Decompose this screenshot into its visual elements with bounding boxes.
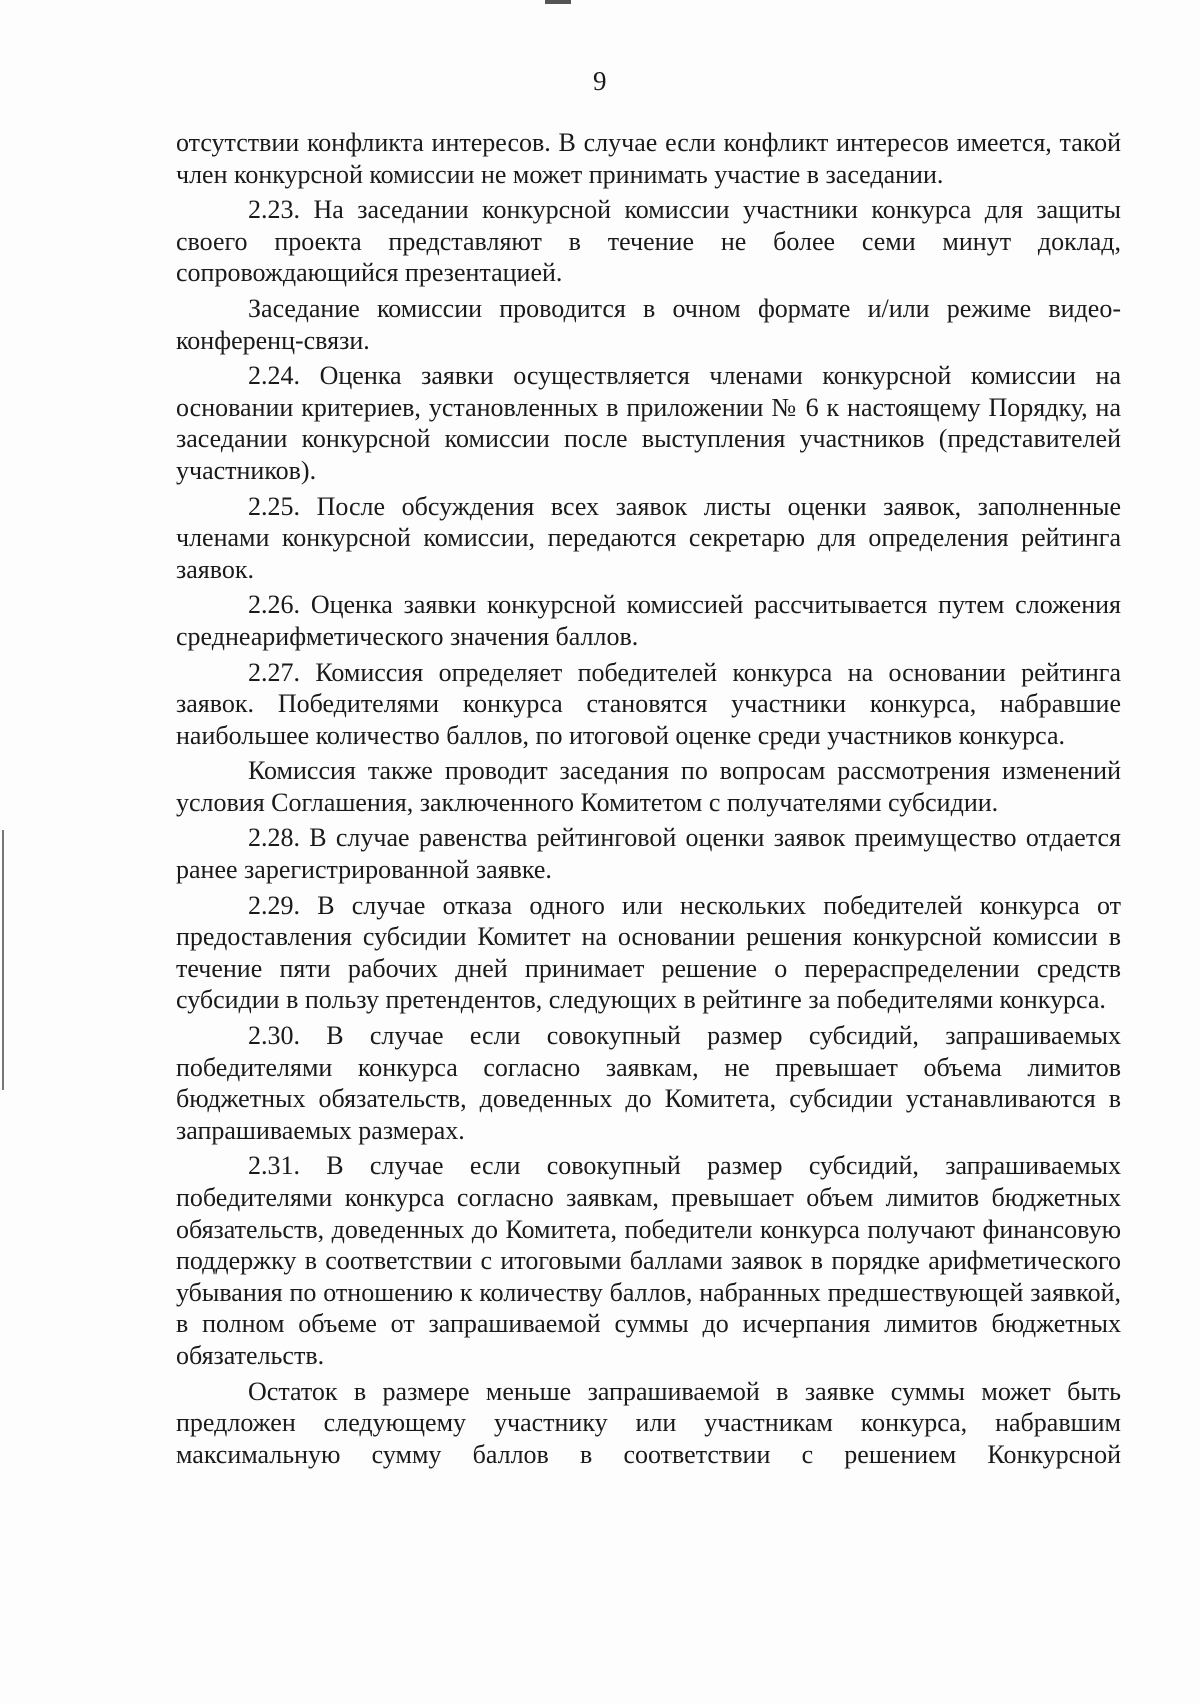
paragraph-2-29: 2.29. В случае отказа одного или нескольких победителей конкурса от предоставления субсидии Комитет на основании решения конкурсной комиссии в течение пяти рабочих дней принимает решение о перераспределении средств субсидии в пользу претендентов, следующих в рейтинге за победителями конкурса. [176, 890, 1121, 1015]
paragraph-2-24: 2.24. Оценка заявки осуществляется членами конкурсной комиссии на основании критериев, установленных в приложении № 6 к настоящему Порядку, на заседании конкурсной комиссии после выступления участников (представителей участников). [176, 361, 1121, 485]
paragraph-commission-changes: Комиссия также проводит заседания по вопросам рассмотрения изменений условия Соглашения, заключенного Комитетом с получателями субсидии. [176, 756, 1121, 817]
paragraph-2-30: 2.30. В случае если совокупный размер субсидий, запрашиваемых победителями конкурса согласно заявкам, не превышает объема лимитов бюджетных обязательств, доведенных до Комитета, субсидии устанавливаются в запрашиваемых размерах. [176, 1021, 1121, 1145]
paragraph-2-25: 2.25. После обсуждения всех заявок листы оценки заявок, заполненные членами конкурсной комиссии, передаются секретарю для определения рейтинга заявок. [176, 491, 1121, 584]
paragraph-2-26: 2.26. Оценка заявки конкурсной комиссией рассчитывается путем сложения среднеарифметического значения баллов. [176, 590, 1121, 651]
scan-artifact-left [2, 830, 4, 1090]
document-body [176, 127, 1121, 1474]
paragraph-meeting-format: Заседание комиссии проводится в очном формате и/или режиме видео-конференц-связи. [176, 293, 1121, 355]
paragraph-2-31: 2.31. В случае если совокупный размер субсидий, запрашиваемых победителями конкурса согласно заявкам, превышает объем лимитов бюджетных обязательств, доведенных до Комитета, победители конкурса получают финансовую поддержку в соответствии с итоговыми баллами заявок в порядке арифметического убывания по отношению к количеству баллов, набранных предшествующей заявкой, в полном объеме от запрашиваемой суммы до исчерпания лимитов бюджетных обязательств. [176, 1151, 1121, 1370]
paragraph-2-23: 2.23. На заседании конкурсной комиссии участники конкурса для защиты своего проекта представляют в течение не более семи минут доклад, сопровождающийся презентацией. [176, 195, 1121, 288]
paragraph-continuation: отсутствии конфликта интересов. В случае если конфликт интересов имеется, такой член конкурсной комиссии не может принимать участие в заседании. [176, 128, 1121, 189]
paragraph-2-28: 2.28. В случае равенства рейтинговой оценки заявок преимущество отдается ранее зарегистрированной заявке. [176, 823, 1121, 885]
page-number: 9 [593, 66, 607, 96]
paragraph-remainder: Остаток в размере меньше запрашиваемой в заявке суммы может быть предложен следующему участнику или участникам конкурса, набравшим максимальную сумму баллов в соответствии с решением Конкурсной [176, 1376, 1121, 1469]
paragraph-2-27: 2.27. Комиссия определяет победителей конкурса на основании рейтинга заявок. Победителями конкурса становятся участники конкурса, набравшие наибольшее количество баллов, по итоговой оценке среди участников конкурса. [176, 657, 1121, 750]
scan-artifact-top [545, 0, 571, 4]
